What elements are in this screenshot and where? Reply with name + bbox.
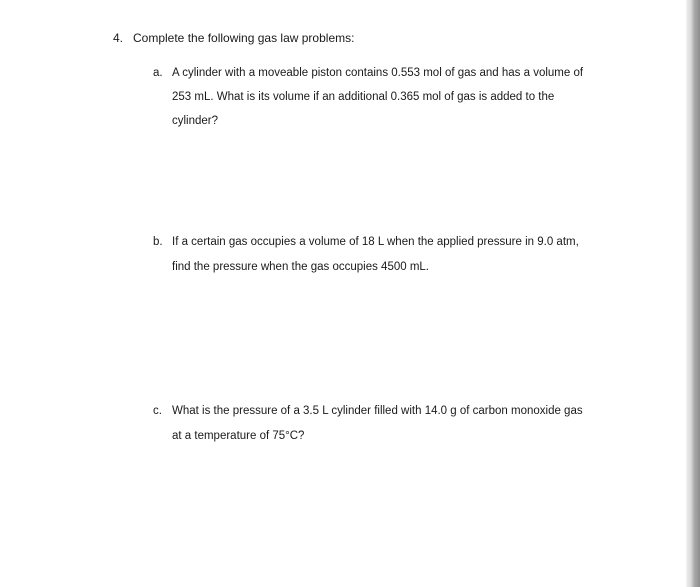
part-c-label: c.	[153, 405, 162, 417]
part-c-line-1: What is the pressure of a 3.5 L cylinder filled with 14.0 g of carbon monoxide gas	[172, 405, 583, 417]
part-a-line-1: A cylinder with a moveable piston contains 0.553 mol of gas and has a volume of	[172, 67, 584, 79]
part-a-line-2: 253 mL. What is its volume if an additional 0.365 mol of gas is added to the	[172, 91, 555, 103]
question-title: Complete the following gas law problems:	[133, 31, 355, 45]
part-b-line-1: If a certain gas occupies a volume of 18 L when the applied pressure in 9.0 atm,	[172, 236, 579, 248]
part-b-line-2: find the pressure when the gas occupies 4500 mL.	[172, 261, 429, 273]
part-b-label: b.	[153, 236, 163, 248]
page-edge-shadow	[686, 0, 700, 587]
part-a-label: a.	[153, 67, 163, 79]
part-a-line-3: cylinder?	[172, 115, 219, 127]
part-c-line-2: at a temperature of 75°C?	[172, 430, 305, 442]
question-number: 4.	[113, 31, 124, 45]
